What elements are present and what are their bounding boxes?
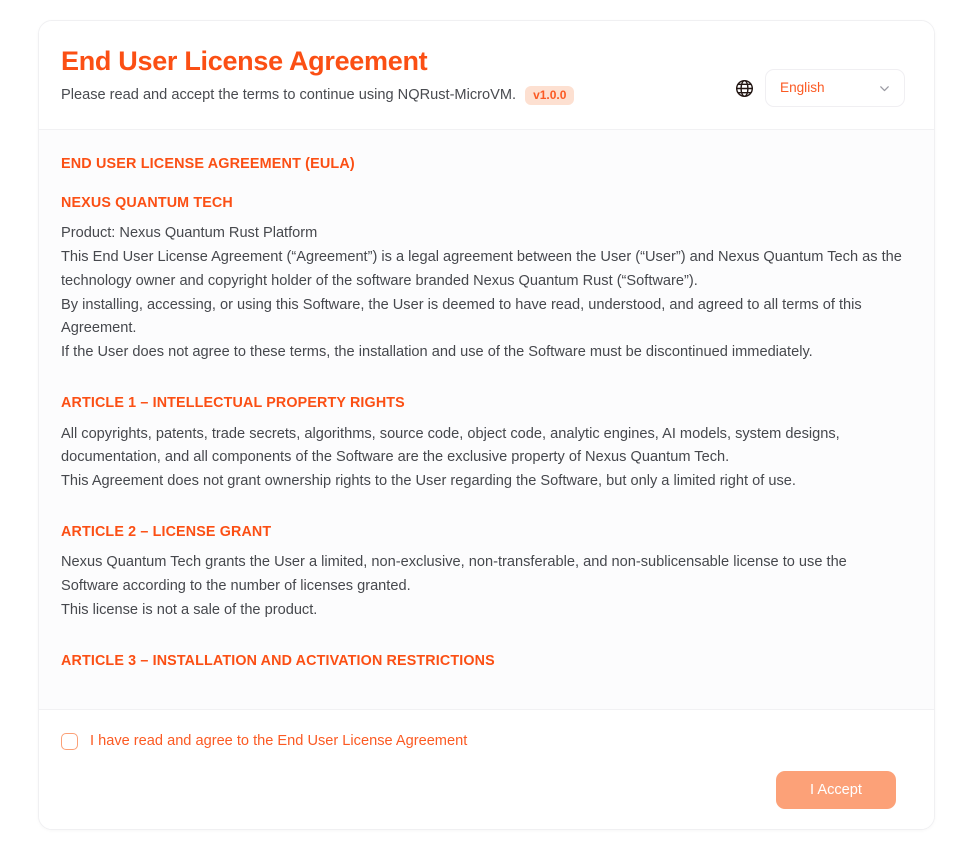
section-article-2 — [61, 523, 905, 623]
article-2-heading: ARTICLE 2 – LICENSE GRANT — [61, 523, 272, 540]
header-left-group — [61, 45, 574, 105]
page-subtitle: Please read and accept the terms to continue using NQRust-MicroVM. — [61, 87, 517, 104]
agree-checkbox[interactable] — [61, 733, 78, 750]
footer-actions — [61, 771, 905, 809]
page-title: End User License Agreement — [61, 46, 428, 76]
eula-main-heading: END USER LICENSE AGREEMENT (EULA) — [61, 156, 355, 172]
chevron-down-icon — [878, 82, 891, 95]
language-select-value: English — [780, 80, 825, 96]
globe-icon — [735, 79, 754, 98]
card-header — [39, 21, 934, 130]
eula-intro-paragraph-1: This End User License Agreement (“Agreement”) is a legal agreement between the User (“User”) and Nexus Quantum Tech as the technology owner and copyright holder of the software branded Nexus Quantum Rust (“Software”). — [61, 249, 902, 289]
eula-intro-paragraph-2: By installing, accessing, or using this Software, the User is deemed to have read, understood, and agreed to all terms of this Agreement. — [61, 296, 862, 337]
article-1-paragraph-2: This Agreement does not grant ownership rights to the User regarding the Software, but only a limited right of use. — [61, 473, 796, 490]
eula-card — [38, 20, 935, 830]
article-2-paragraph-2: This license is not a sale of the product. — [61, 602, 318, 619]
article-3-heading: ARTICLE 3 – INSTALLATION AND ACTIVATION RESTRICTIONS — [61, 652, 495, 669]
accept-button[interactable]: I Accept — [776, 771, 896, 809]
version-badge: v1.0.0 — [525, 86, 574, 105]
agree-checkbox-row[interactable] — [61, 732, 905, 751]
article-1-heading: ARTICLE 1 – INTELLECTUAL PROPERTY RIGHTS — [61, 394, 405, 411]
language-select[interactable] — [765, 69, 905, 107]
article-2-paragraph-1: Nexus Quantum Tech grants the User a limited, non-exclusive, non-transferable, and non-sublicensable license to use the Software according to the number of licenses granted. — [61, 554, 847, 595]
eula-company-heading: NEXUS QUANTUM TECH — [61, 194, 233, 211]
section-article-1 — [61, 394, 905, 494]
card-footer — [39, 709, 934, 829]
eula-scroll-area[interactable] — [39, 130, 934, 709]
section-article-3 — [61, 652, 905, 671]
article-1-paragraph-1: All copyrights, patents, trade secrets, algorithms, source code, object code, analytic engines, AI models, system designs, documentation, and all components of the Software are the exclusive property of Nexus Quantum Tech. — [61, 425, 840, 466]
agree-checkbox-label: I have read and agree to the End User License Agreement — [90, 733, 468, 750]
section-company — [61, 194, 905, 365]
eula-product-line: Product: Nexus Quantum Rust Platform — [61, 225, 318, 242]
eula-intro-paragraph-3: If the User does not agree to these terms, the installation and use of the Software must be discontinued immediately. — [61, 344, 813, 361]
subtitle-row — [61, 86, 574, 105]
header-right-group — [735, 45, 905, 107]
